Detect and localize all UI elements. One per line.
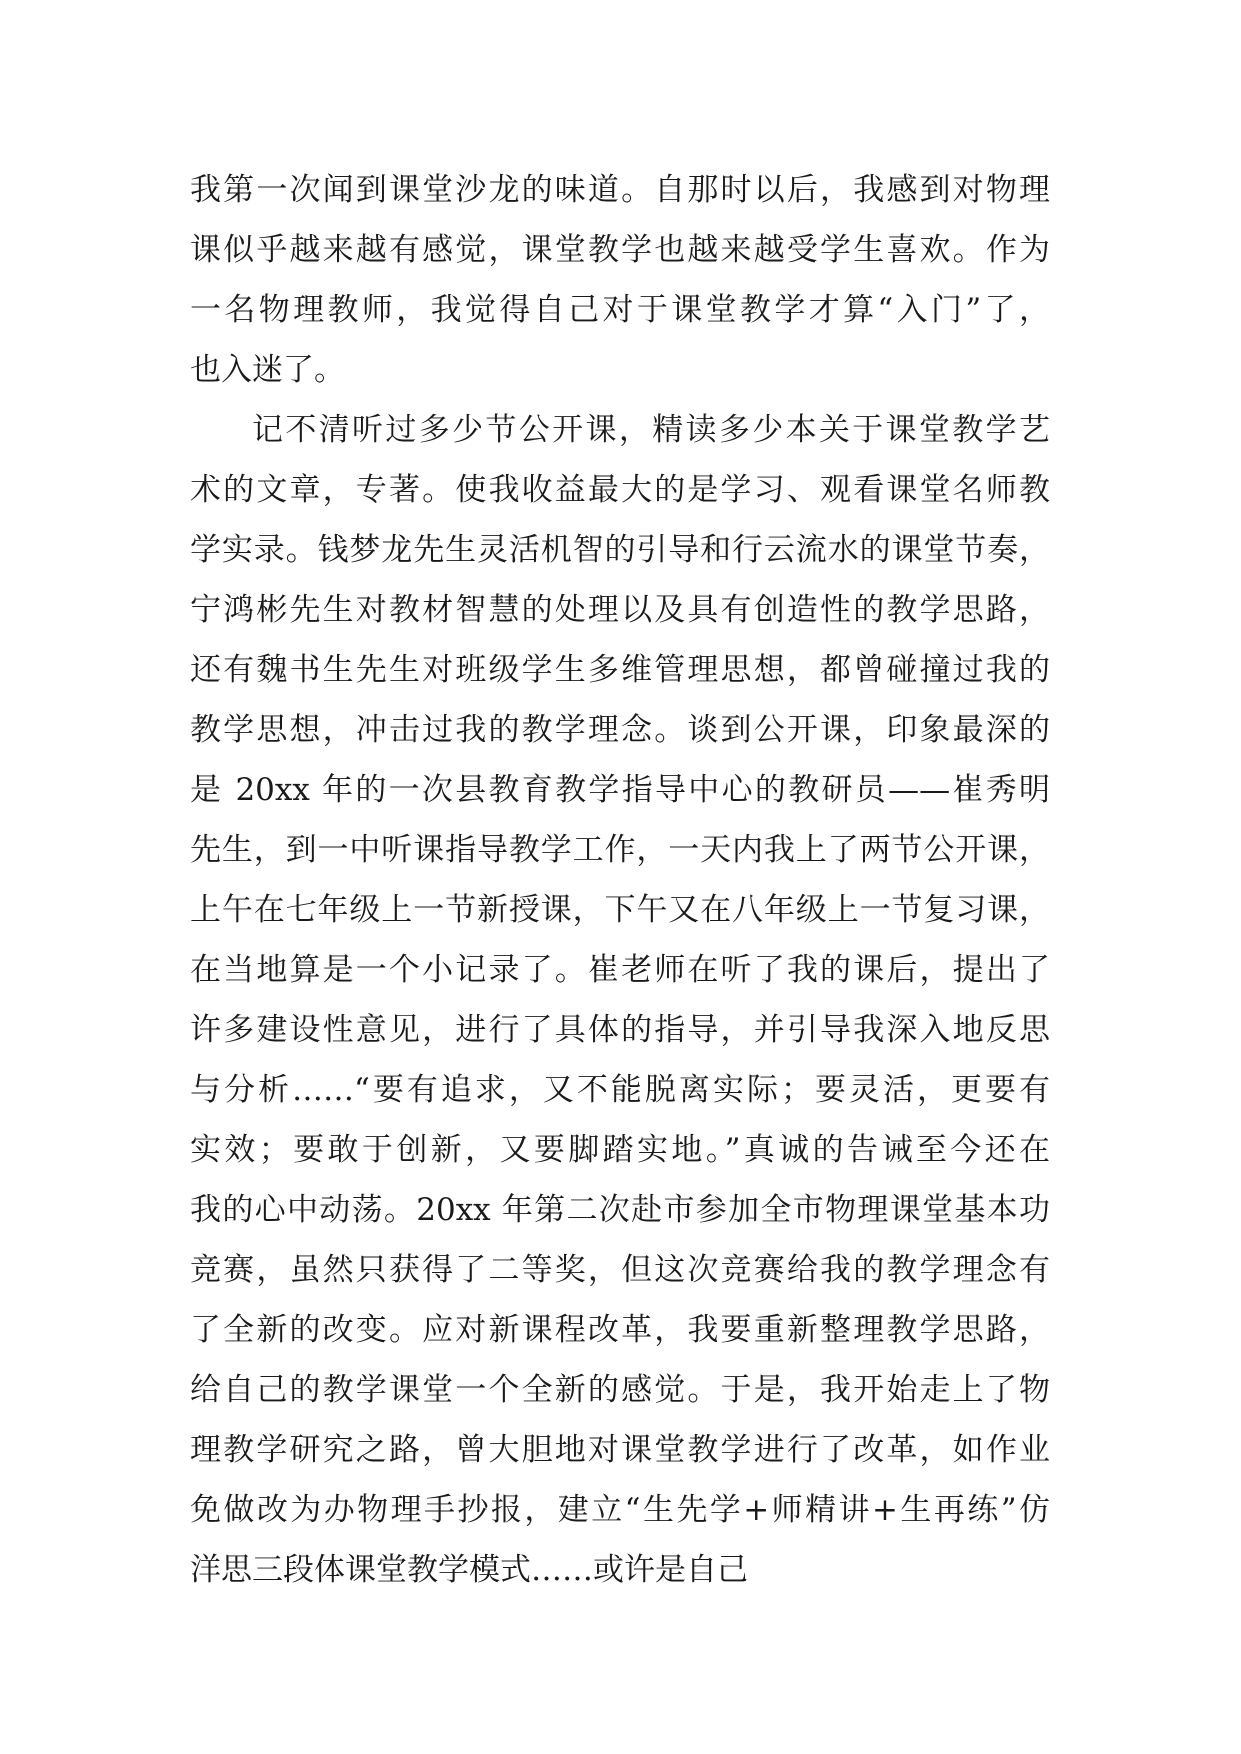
text-line: 许多建设性意见，进行了具体的指导，并引导我深入地反思: [190, 1012, 1050, 1048]
text-line: 一名物理教师，我觉得自己对于课堂教学才算“入门”了，: [190, 292, 1050, 328]
text-line: 我第一次闻到课堂沙龙的味道。自那时以后，我感到对物理: [190, 172, 1050, 208]
text-line: 在当地算是一个小记录了。崔老师在听了我的课后，提出了: [190, 952, 1050, 988]
text-line: 了全新的改变。应对新课程改革，我要重新整理教学思路，: [190, 1312, 1050, 1348]
text-line: 给自己的教学课堂一个全新的感觉。于是，我开始走上了物: [190, 1372, 1050, 1408]
text-line: 学实录。钱梦龙先生灵活机智的引导和行云流水的课堂节奏，: [190, 532, 1050, 568]
text-line: 上午在七年级上一节新授课，下午又在八年级上一节复习课，: [190, 892, 1050, 928]
text-line: 是 20xx 年的一次县教育教学指导中心的教研员——崔秀明: [190, 772, 1050, 808]
text-line: 免做改为办物理手抄报，建立“生先学+师精讲+生再练”仿: [190, 1492, 1050, 1528]
text-line: 我的心中动荡。20xx 年第二次赴市参加全市物理课堂基本功: [190, 1192, 1050, 1228]
text-line: 洋思三段体课堂教学模式……或许是自己: [190, 1552, 748, 1588]
text-line: 理教学研究之路，曾大胆地对课堂教学进行了改革，如作业: [190, 1432, 1050, 1468]
text-line: 还有魏书生先生对班级学生多维管理思想，都曾碰撞过我的: [190, 652, 1050, 688]
text-line: 也入迷了。: [190, 352, 345, 388]
text-line: 竞赛，虽然只获得了二等奖，但这次竞赛给我的教学理念有: [190, 1252, 1050, 1288]
text-line: 教学思想，冲击过我的教学理念。谈到公开课，印象最深的: [190, 712, 1050, 748]
body-text: [190, 160, 1050, 1600]
text-line: 记不清听过多少节公开课，精读多少本关于课堂教学艺: [252, 412, 1050, 448]
text-line: 与分析……“要有追求，又不能脱离实际；要灵活，更要有: [190, 1072, 1050, 1108]
text-line: 宁鸿彬先生对教材智慧的处理以及具有创造性的教学思路，: [190, 592, 1050, 628]
text-line: 课似乎越来越有感觉，课堂教学也越来越受学生喜欢。作为: [190, 232, 1050, 268]
text-line: 先生，到一中听课指导教学工作，一天内我上了两节公开课，: [190, 832, 1050, 868]
text-line: 术的文章，专著。使我收益最大的是学习、观看课堂名师教: [190, 472, 1050, 508]
text-line: 实效；要敢于创新，又要脚踏实地。”真诚的告诫至今还在: [190, 1132, 1050, 1168]
